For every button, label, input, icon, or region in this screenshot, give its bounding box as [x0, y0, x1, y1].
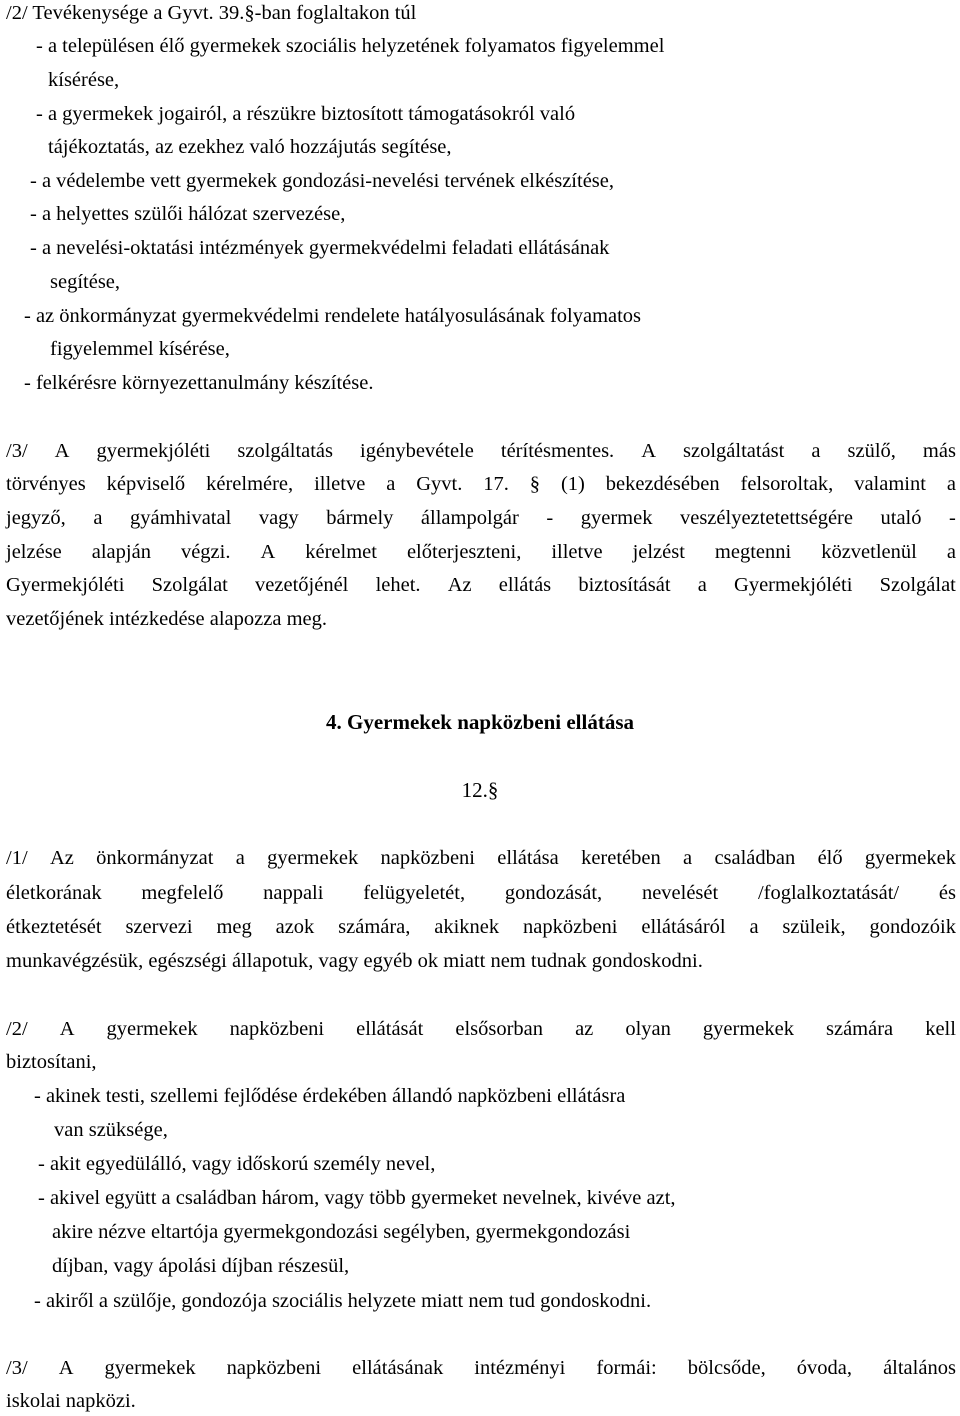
word: bármely — [326, 507, 394, 529]
word: állampolgár — [420, 507, 519, 529]
list-item: - akiről a szülője, gondozója szociális helyzete miatt nem tud gondoskodni. — [34, 1290, 652, 1312]
word: és — [938, 882, 956, 904]
word: meg — [216, 916, 252, 938]
paragraph-3-line — [6, 1355, 956, 1381]
word: a — [93, 507, 103, 529]
list-item-continuation: kísérése, — [48, 69, 120, 91]
word: élő — [817, 847, 843, 869]
word: kell — [925, 1018, 956, 1040]
paragraph-3-line — [6, 539, 956, 565]
word: térítésmentes. — [500, 440, 615, 462]
word: számára — [826, 1018, 894, 1040]
word: ellátását — [356, 1018, 424, 1040]
word: utaló — [880, 507, 922, 529]
list-item: - a nevelési-oktatási intézmények gyermekvédelmi feladati ellátásának — [30, 237, 610, 259]
word: (1) — [560, 473, 585, 495]
paragraph-1-line — [6, 880, 956, 906]
word: alapján — [91, 541, 151, 563]
word: /foglalkoztatását/ — [757, 882, 900, 904]
word: igénybevétele — [360, 440, 474, 462]
word: a — [683, 847, 693, 869]
list-item: - a helyettes szülői hálózat szervezése, — [30, 203, 346, 225]
word: gyámhivatal — [129, 507, 232, 529]
word: családban — [714, 847, 796, 869]
word: Szolgálat — [879, 574, 956, 596]
word: gyermekek — [106, 1018, 198, 1040]
list-item-continuation: figyelemmel kísérése, — [50, 338, 230, 360]
list-item: - akivel együtt a családban három, vagy több gyermeket nevelnek, kivéve azt, — [38, 1187, 676, 1209]
word: étkeztetését — [6, 916, 102, 938]
word: napközbeni — [226, 1357, 322, 1379]
word: jegyző, — [6, 507, 66, 529]
word: gyermek — [580, 507, 653, 529]
list-item-continuation: segítése, — [50, 271, 121, 293]
word: megfelelő — [141, 882, 224, 904]
paragraph-1-line — [6, 914, 956, 940]
word: vezetőjénél — [255, 574, 349, 596]
word: gondozóik — [869, 916, 956, 938]
word: megtenni — [714, 541, 792, 563]
word: óvoda, — [796, 1357, 853, 1379]
list-item-continuation: akire nézve eltartója gyermekgondozási segélyben, gyermekgondozási — [52, 1221, 631, 1243]
word: biztosítását — [578, 574, 671, 596]
word: az — [575, 1018, 594, 1040]
word: formái: — [596, 1357, 657, 1379]
paragraph-1-line-last: munkavégzésük, egészségi állapotuk, vagy egyéb ok miatt nem tudnak gondoskodni. — [6, 950, 703, 972]
word: Gyvt. — [416, 473, 463, 495]
word: napközbeni — [380, 847, 475, 869]
word: szülő, — [847, 440, 896, 462]
word: gyermekjóléti — [96, 440, 211, 462]
word: A — [54, 440, 70, 462]
word: gyermekek — [702, 1018, 794, 1040]
paragraph-3-line-last: vezetőjének intézkedése alapozza meg. — [6, 608, 327, 630]
word: napközbeni — [229, 1018, 325, 1040]
word: bekezdésében — [605, 473, 720, 495]
section-number: 12.§ — [461, 778, 499, 802]
paragraph-3-line — [6, 505, 956, 531]
paragraph-2-line — [6, 1016, 956, 1042]
word: Gyermekjóléti — [734, 574, 853, 596]
word: keretében — [581, 847, 661, 869]
word: gondozását, — [504, 882, 603, 904]
section-heading: 4. Gyermekek napközbeni ellátása — [326, 710, 634, 734]
word: § — [529, 473, 541, 495]
word: szolgáltatást — [683, 440, 785, 462]
word: A — [58, 1357, 74, 1379]
word: előterjeszteni, — [406, 541, 522, 563]
word: ellátásáról — [641, 916, 726, 938]
word: jelzést — [632, 541, 685, 563]
word: a — [749, 916, 759, 938]
list-item: - a gyermekek jogairól, a részükre biztosított támogatásokról való — [36, 103, 576, 125]
word: olyan — [625, 1018, 671, 1040]
word: szervezi — [125, 916, 193, 938]
list-item: - az önkormányzat gyermekvédelmi rendelete hatályosulásának folyamatos — [24, 305, 642, 327]
word: /2/ — [6, 1018, 28, 1040]
word: a — [811, 440, 821, 462]
word: jelzése — [6, 541, 62, 563]
word: /1/ — [6, 847, 28, 869]
word: felügyeletét, — [363, 882, 466, 904]
paragraph-1-line — [6, 845, 956, 871]
word: gyermekek — [864, 847, 956, 869]
list-item: - akit egyedülálló, vagy időskorú személy nevel, — [38, 1153, 436, 1175]
paragraph-2-intro: /2/ Tevékenysége a Gyvt. 39.§-ban foglaltakon túl — [6, 2, 417, 24]
list-item: - akinek testi, szellemi fejlődése érdekében állandó napközbeni ellátásra — [34, 1085, 626, 1107]
word: Az — [49, 847, 74, 869]
word: nappali — [263, 882, 324, 904]
word: veszélyeztetettségére — [679, 507, 853, 529]
word: a — [697, 574, 707, 596]
list-item: - a településen élő gyermekek szociális helyzetének folyamatos figyelemmel — [36, 35, 665, 57]
word: kérelmet — [305, 541, 377, 563]
paragraph-2-line-last: biztosítani, — [6, 1051, 97, 1073]
word: lehet. — [375, 574, 421, 596]
word: /3/ — [6, 440, 28, 462]
word: illetve — [314, 473, 366, 495]
word: képviselő — [106, 473, 186, 495]
list-item-continuation: tájékoztatás, az ezekhez való hozzájutás segítése, — [48, 136, 452, 158]
paragraph-3-line — [6, 471, 956, 497]
paragraph-3-line — [6, 438, 956, 464]
word: elsősorban — [455, 1018, 544, 1040]
paragraph-3-line — [6, 572, 956, 598]
paragraph-3-line-last: iskolai napközi. — [6, 1390, 136, 1412]
word: azok — [275, 916, 315, 938]
word: Gyermekjóléti — [6, 574, 125, 596]
word: A — [641, 440, 656, 462]
word: kérelmére, — [206, 473, 294, 495]
word: gyermekek — [267, 847, 359, 869]
word: /3/ — [6, 1357, 28, 1379]
word: intézményi — [474, 1357, 566, 1379]
word: A — [260, 541, 276, 563]
word: életkorának — [6, 882, 102, 904]
word: - — [949, 507, 956, 529]
word: önkormányzat — [96, 847, 214, 869]
word: ellátás — [498, 574, 552, 596]
word: szüleik, — [782, 916, 846, 938]
word: törvényes — [6, 473, 86, 495]
word: A — [59, 1018, 75, 1040]
list-item: - felkérésre környezettanulmány készítése. — [24, 372, 374, 394]
word: illetve — [551, 541, 603, 563]
word: nevelését — [641, 882, 719, 904]
word: általános — [883, 1357, 956, 1379]
word: a — [235, 847, 245, 869]
word: számára, — [338, 916, 411, 938]
list-item: - a védelembe vett gyermekek gondozási-nevelési tervének elkészítése, — [30, 170, 614, 192]
word: Az — [447, 574, 472, 596]
word: vagy — [258, 507, 299, 529]
word: gyermekek — [104, 1357, 196, 1379]
word: szolgáltatás — [237, 440, 334, 462]
word: ellátása — [497, 847, 559, 869]
word: 17. — [483, 473, 509, 495]
word: a — [946, 541, 956, 563]
word: végzi. — [180, 541, 231, 563]
list-item-continuation: van szüksége, — [54, 1119, 168, 1141]
word: napközbeni — [523, 916, 618, 938]
word: felsoroltak, — [740, 473, 834, 495]
word: valamint — [854, 473, 926, 495]
word: ellátásának — [352, 1357, 444, 1379]
word: bölcsőde, — [687, 1357, 766, 1379]
word: Szolgálat — [151, 574, 228, 596]
word: - — [546, 507, 554, 529]
word: a — [946, 473, 956, 495]
word: a — [386, 473, 396, 495]
word: akiknek — [434, 916, 500, 938]
list-item-continuation: díjban, vagy ápolási díjban részesül, — [52, 1255, 350, 1277]
word: közvetlenül — [821, 541, 917, 563]
word: más — [922, 440, 956, 462]
